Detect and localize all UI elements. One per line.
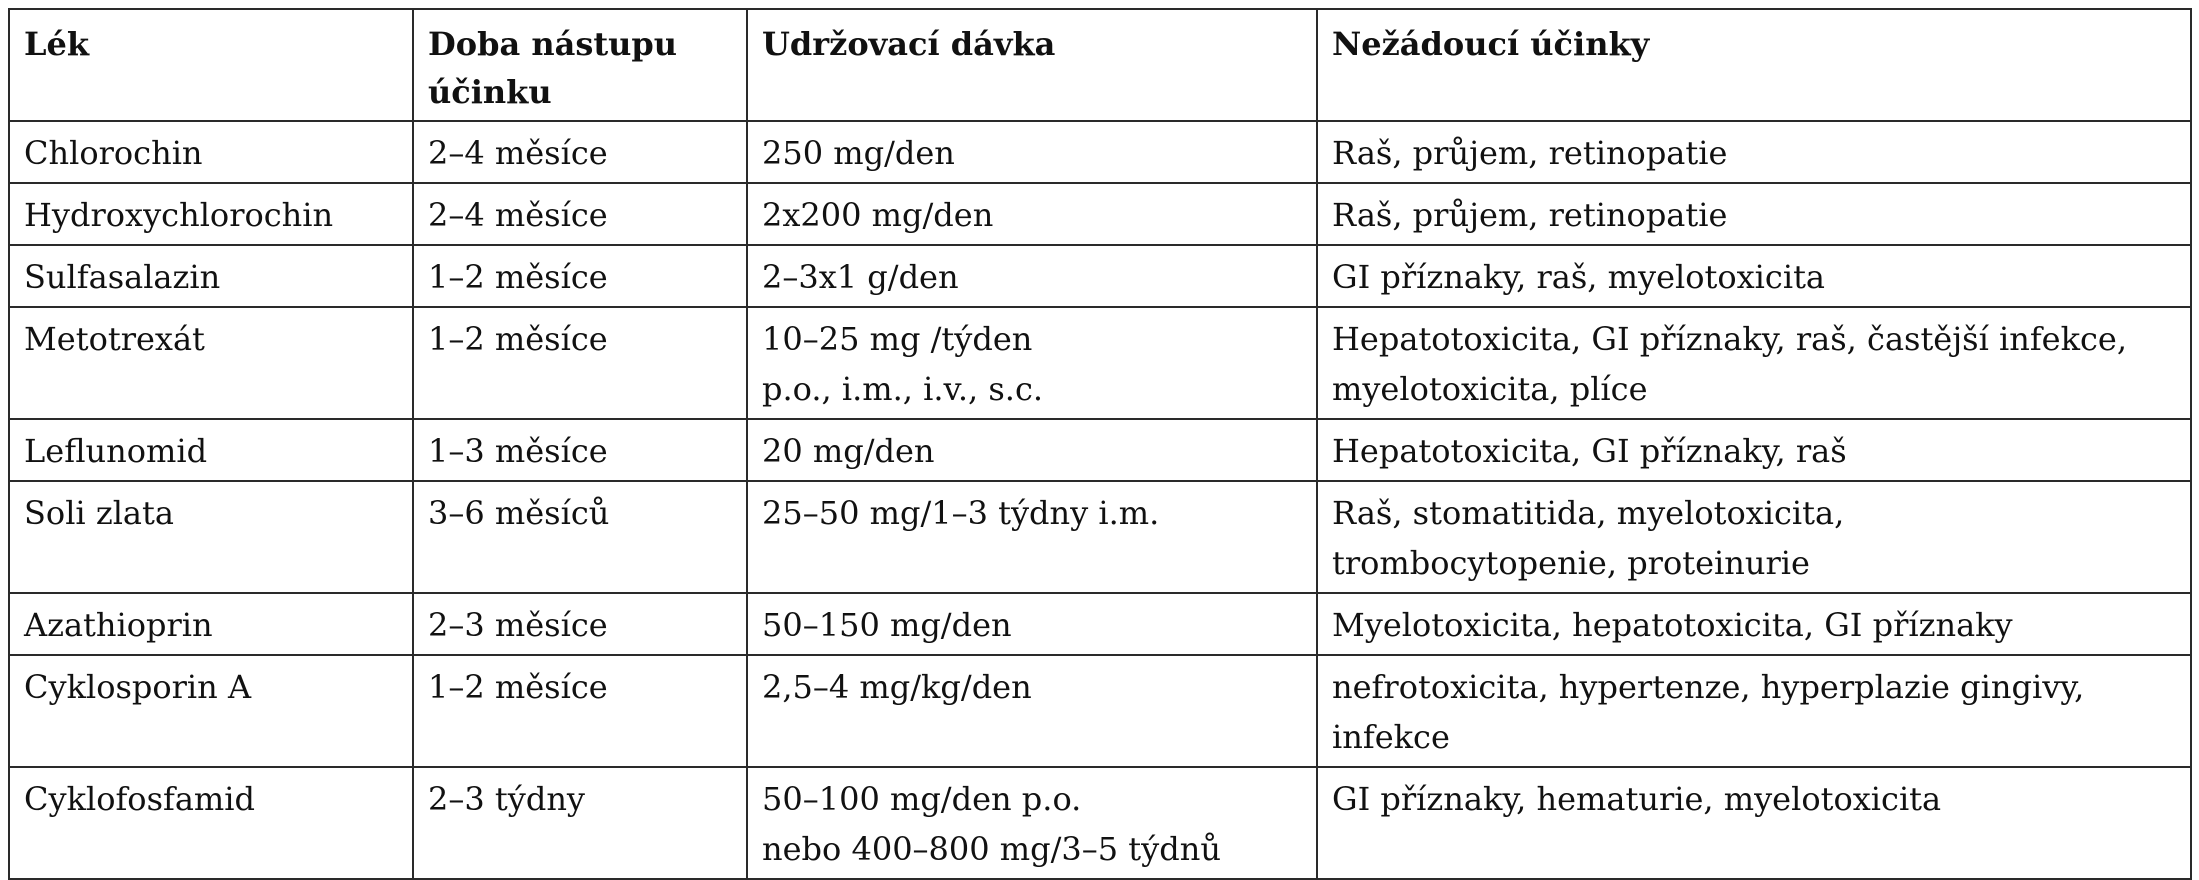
- table-row: [9, 419, 2191, 481]
- cell-onset: 3–6 měsíců: [413, 481, 747, 593]
- table-header-row: [9, 9, 2191, 121]
- cell-drug: Soli zlata: [9, 481, 413, 593]
- cell-effects: Myelotoxicita, hepatotoxicita, GI příznaky: [1317, 593, 2191, 655]
- table-row: [9, 307, 2191, 419]
- cell-effects: Raš, průjem, retinopatie: [1317, 121, 2191, 183]
- cell-dose: 20 mg/den: [747, 419, 1317, 481]
- cell-dose: 50–150 mg/den: [747, 593, 1317, 655]
- drug-table: [8, 8, 2192, 880]
- header-onset: Doba nástupu účinku: [413, 9, 747, 121]
- cell-dose: 2–3x1 g/den: [747, 245, 1317, 307]
- table-row: [9, 767, 2191, 879]
- table-row: [9, 183, 2191, 245]
- cell-drug: Chlorochin: [9, 121, 413, 183]
- cell-dose: 50–100 mg/den p.o. nebo 400–800 mg/3–5 týdnů: [747, 767, 1317, 879]
- cell-onset: 1–2 měsíce: [413, 307, 747, 419]
- cell-effects: Raš, průjem, retinopatie: [1317, 183, 2191, 245]
- cell-effects: GI příznaky, hematurie, myelotoxicita: [1317, 767, 2191, 879]
- cell-dose: 250 mg/den: [747, 121, 1317, 183]
- table-row: [9, 481, 2191, 593]
- header-drug: Lék: [9, 9, 413, 121]
- cell-effects: nefrotoxicita, hypertenze, hyperplazie gingivy, infekce: [1317, 655, 2191, 767]
- cell-drug: Azathioprin: [9, 593, 413, 655]
- table-row: [9, 593, 2191, 655]
- cell-drug: Leflunomid: [9, 419, 413, 481]
- cell-onset: 2–3 měsíce: [413, 593, 747, 655]
- drug-table-container: [8, 8, 2190, 868]
- cell-onset: 2–4 měsíce: [413, 121, 747, 183]
- cell-drug: Metotrexát: [9, 307, 413, 419]
- header-adverse-effects: Nežádoucí účinky: [1317, 9, 2191, 121]
- cell-drug: Cyklofosfamid: [9, 767, 413, 879]
- cell-dose: 10–25 mg /týden p.o., i.m., i.v., s.c.: [747, 307, 1317, 419]
- cell-onset: 1–3 měsíce: [413, 419, 747, 481]
- cell-drug: Sulfasalazin: [9, 245, 413, 307]
- cell-drug: Cyklosporin A: [9, 655, 413, 767]
- table-row: [9, 121, 2191, 183]
- header-dose: Udržovací dávka: [747, 9, 1317, 121]
- table-row: [9, 655, 2191, 767]
- cell-onset: 1–2 měsíce: [413, 245, 747, 307]
- cell-onset: 2–4 měsíce: [413, 183, 747, 245]
- cell-onset: 1–2 měsíce: [413, 655, 747, 767]
- cell-dose: 2,5–4 mg/kg/den: [747, 655, 1317, 767]
- cell-dose: 2x200 mg/den: [747, 183, 1317, 245]
- cell-effects: Raš, stomatitida, myelotoxicita, trombocytopenie, proteinurie: [1317, 481, 2191, 593]
- cell-dose: 25–50 mg/1–3 týdny i.m.: [747, 481, 1317, 593]
- cell-effects: GI příznaky, raš, myelotoxicita: [1317, 245, 2191, 307]
- cell-effects: Hepatotoxicita, GI příznaky, raš: [1317, 419, 2191, 481]
- cell-drug: Hydroxychlorochin: [9, 183, 413, 245]
- cell-effects: Hepatotoxicita, GI příznaky, raš, častější infekce, myelotoxicita, plíce: [1317, 307, 2191, 419]
- table-row: [9, 245, 2191, 307]
- cell-onset: 2–3 týdny: [413, 767, 747, 879]
